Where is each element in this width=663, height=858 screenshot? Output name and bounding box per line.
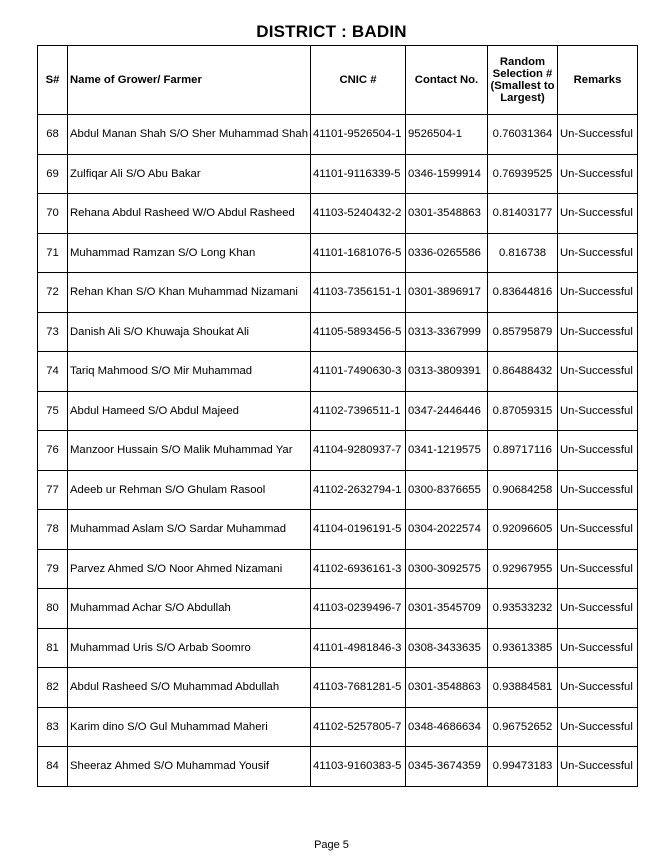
cell-sn: 82 [38,668,68,708]
cell-remarks: Un-Successful [558,470,638,510]
table-row [38,431,638,471]
cell-remarks: Un-Successful [558,589,638,629]
cell-random-selection: 0.92967955 [488,549,558,589]
cell-remarks: Un-Successful [558,391,638,431]
cell-contact: 0336-0265586 [406,233,488,273]
cell-cnic: 41102-5257805-7 [311,707,406,747]
cell-cnic: 41103-7356151-1 [311,273,406,313]
cell-contact: 9526504-1 [406,115,488,155]
table-row [38,628,638,668]
cell-remarks: Un-Successful [558,312,638,352]
cell-random-selection: 0.81403177 [488,194,558,234]
cell-name: Muhammad Uris S/O Arbab Soomro [68,628,311,668]
cell-name: Manzoor Hussain S/O Malik Muhammad Yar [68,431,311,471]
header-sn: S# [38,46,68,115]
cell-name: Danish Ali S/O Khuwaja Shoukat Ali [68,312,311,352]
table-row [38,470,638,510]
cell-name: Abdul Hameed S/O Abdul Majeed [68,391,311,431]
cell-random-selection: 0.89717116 [488,431,558,471]
table-row [38,391,638,431]
cell-contact: 0301-3548863 [406,194,488,234]
cell-random-selection: 0.86488432 [488,352,558,392]
cell-random-selection: 0.76939525 [488,154,558,194]
cell-remarks: Un-Successful [558,431,638,471]
cell-sn: 71 [38,233,68,273]
table-row [38,668,638,708]
table-row [38,707,638,747]
cell-sn: 80 [38,589,68,629]
cell-contact: 0300-3092575 [406,549,488,589]
cell-remarks: Un-Successful [558,707,638,747]
cell-random-selection: 0.92096605 [488,510,558,550]
cell-remarks: Un-Successful [558,194,638,234]
cell-sn: 72 [38,273,68,313]
cell-random-selection: 0.93884581 [488,668,558,708]
page-number: Page 5 [314,839,349,851]
cell-contact: 0308-3433635 [406,628,488,668]
cell-contact: 0347-2446446 [406,391,488,431]
cell-contact: 0304-2022574 [406,510,488,550]
cell-sn: 77 [38,470,68,510]
cell-contact: 0301-3545709 [406,589,488,629]
cell-name: Tariq Mahmood S/O Mir Muhammad [68,352,311,392]
cell-remarks: Un-Successful [558,273,638,313]
cell-contact: 0348-4686634 [406,707,488,747]
cell-name: Rehan Khan S/O Khan Muhammad Nizamani [68,273,311,313]
cell-name: Muhammad Achar S/O Abdullah [68,589,311,629]
cell-random-selection: 0.93613385 [488,628,558,668]
cell-contact: 0346-1599914 [406,154,488,194]
table-row [38,115,638,155]
cell-remarks: Un-Successful [558,510,638,550]
cell-name: Rehana Abdul Rasheed W/O Abdul Rasheed [68,194,311,234]
cell-name: Muhammad Aslam S/O Sardar Muhammad [68,510,311,550]
cell-cnic: 41101-9526504-1 [311,115,406,155]
cell-sn: 74 [38,352,68,392]
table-header-row [38,46,638,115]
cell-cnic: 41105-5893456-5 [311,312,406,352]
cell-name: Zulfiqar Ali S/O Abu Bakar [68,154,311,194]
header-name: Name of Grower/ Farmer [68,46,311,115]
cell-sn: 69 [38,154,68,194]
table-row [38,273,638,313]
cell-sn: 84 [38,747,68,787]
cell-sn: 73 [38,312,68,352]
cell-remarks: Un-Successful [558,154,638,194]
cell-contact: 0301-3896917 [406,273,488,313]
table-row [38,154,638,194]
cell-name: Abdul Manan Shah S/O Sher Muhammad Shah [68,115,311,155]
cell-contact: 0300-8376655 [406,470,488,510]
cell-remarks: Un-Successful [558,352,638,392]
cell-sn: 81 [38,628,68,668]
cell-cnic: 41104-0196191-5 [311,510,406,550]
cell-sn: 75 [38,391,68,431]
cell-random-selection: 0.76031364 [488,115,558,155]
cell-cnic: 41103-0239496-7 [311,589,406,629]
cell-remarks: Un-Successful [558,549,638,589]
cell-random-selection: 0.87059315 [488,391,558,431]
cell-remarks: Un-Successful [558,233,638,273]
cell-cnic: 41104-9280937-7 [311,431,406,471]
cell-cnic: 41102-7396511-1 [311,391,406,431]
cell-cnic: 41101-4981846-3 [311,628,406,668]
cell-cnic: 41102-2632794-1 [311,470,406,510]
cell-cnic: 41101-9116339-5 [311,154,406,194]
header-random-selection: Random Selection # (Smallest to Largest) [488,46,558,115]
growers-table [37,45,638,787]
cell-remarks: Un-Successful [558,668,638,708]
cell-name: Abdul Rasheed S/O Muhammad Abdullah [68,668,311,708]
table-row [38,510,638,550]
cell-contact: 0313-3367999 [406,312,488,352]
cell-cnic: 41101-7490630-3 [311,352,406,392]
cell-sn: 68 [38,115,68,155]
cell-cnic: 41101-1681076-5 [311,233,406,273]
cell-name: Karim dino S/O Gul Muhammad Maheri [68,707,311,747]
page-title: DISTRICT : BADIN [256,22,407,41]
table-row [38,747,638,787]
cell-contact: 0313-3809391 [406,352,488,392]
cell-contact: 0341-1219575 [406,431,488,471]
cell-remarks: Un-Successful [558,115,638,155]
cell-random-selection: 0.93533232 [488,589,558,629]
cell-cnic: 41103-9160383-5 [311,747,406,787]
header-contact: Contact No. [406,46,488,115]
cell-sn: 83 [38,707,68,747]
cell-random-selection: 0.85795879 [488,312,558,352]
cell-random-selection: 0.96752652 [488,707,558,747]
cell-name: Adeeb ur Rehman S/O Ghulam Rasool [68,470,311,510]
cell-remarks: Un-Successful [558,747,638,787]
cell-name: Sheeraz Ahmed S/O Muhammad Yousif [68,747,311,787]
cell-random-selection: 0.90684258 [488,470,558,510]
table-row [38,352,638,392]
cell-random-selection: 0.99473183 [488,747,558,787]
cell-cnic: 41102-6936161-3 [311,549,406,589]
cell-sn: 70 [38,194,68,234]
table-row [38,549,638,589]
cell-remarks: Un-Successful [558,628,638,668]
header-cnic: CNIC # [311,46,406,115]
cell-name: Parvez Ahmed S/O Noor Ahmed Nizamani [68,549,311,589]
cell-sn: 76 [38,431,68,471]
cell-name: Muhammad Ramzan S/O Long Khan [68,233,311,273]
table-row [38,194,638,234]
cell-contact: 0301-3548863 [406,668,488,708]
cell-random-selection: 0.83644816 [488,273,558,313]
table-row [38,589,638,629]
cell-contact: 0345-3674359 [406,747,488,787]
cell-sn: 79 [38,549,68,589]
cell-cnic: 41103-7681281-5 [311,668,406,708]
table-row [38,312,638,352]
cell-cnic: 41103-5240432-2 [311,194,406,234]
cell-sn: 78 [38,510,68,550]
table-row [38,233,638,273]
header-remarks: Remarks [558,46,638,115]
cell-random-selection: 0.816738 [488,233,558,273]
